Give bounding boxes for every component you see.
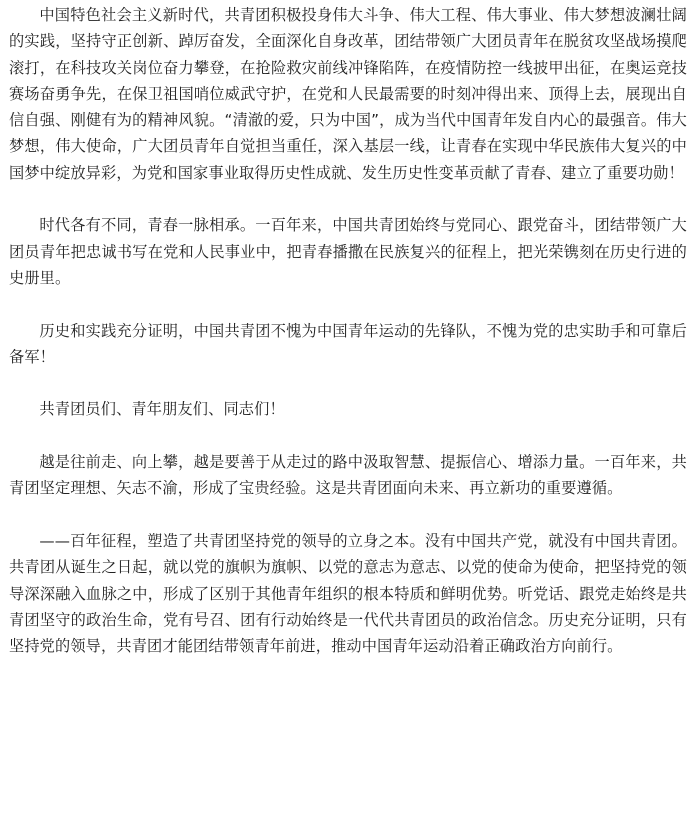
paragraph-2: 时代各有不同，青春一脉相承。一百年来，中国共青团始终与党同心、跟党奋斗，团结带领广大团员青年把忠诚书写在党和人民事业中，把青春播撒在民族复兴的征程上，把光荣镌刻在历史行进的史册里。 (9, 216, 687, 287)
paragraph-6: ——百年征程，塑造了共青团坚持党的领导的立身之本。没有中国共产党，就没有中国共青团。共青团从诞生之日起，就以党的旗帜为旗帜、以党的意志为意志、以党的使命为使命，把坚持党的领导深深融入血脉之中，形成了区别于其他青年组织的根本特质和鲜明优势。听党话、跟党走始终是共青团坚守的政治生命，党有号召、团有行动始终是一代代共青团员的政治信念。历史充分证明，只有坚持党的领导，共青团才能团结带领青年前进，推动中国青年运动沿着正确政治方向前行。 (9, 531, 687, 656)
paragraph-5: 越是往前走、向上攀，越是要善于从走过的路中汲取智慧、提振信心、增添力量。一百年来，共青团坚定理想、矢志不渝，形成了宝贵经验。这是共青团面向未来、再立新功的重要遵循。 (9, 453, 687, 498)
paragraph-4: 共青团员们、青年朋友们、同志们！ (39, 400, 285, 419)
paragraph-1: 中国特色社会主义新时代，共青团积极投身伟大斗争、伟大工程、伟大事业、伟大梦想波澜壮阔的实践，坚持守正创新、踔厉奋发，全面深化自身改革，团结带领广大团员青年在脱贫攻坚战场摸爬滚打，在科技攻关岗位奋力攀登，在抢险救灾前线冲锋陷阵，在疫情防控一线披甲出征，在奥运竞技赛场奋勇争先，在保卫祖国哨位威武守护，在党和人民最需要的时刻冲得出来、顶得上去，展现出自信自强、刚健有为的精神风貌。“清澈的爱，只为中国”，成为当代中国青年发自内心的最强音。伟大梦想，伟大使命，广大团员青年自觉担当重任，深入基层一线，让青春在实现中华民族伟大复兴的中国梦中绽放异彩，为党和国家事业取得历史性成就、发生历史性变革贡献了青春、建立了重要功勋！ (9, 6, 687, 182)
paragraph-3: 历史和实践充分证明，中国共青团不愧为中国青年运动的先锋队，不愧为党的忠实助手和可靠后备军！ (9, 321, 687, 366)
